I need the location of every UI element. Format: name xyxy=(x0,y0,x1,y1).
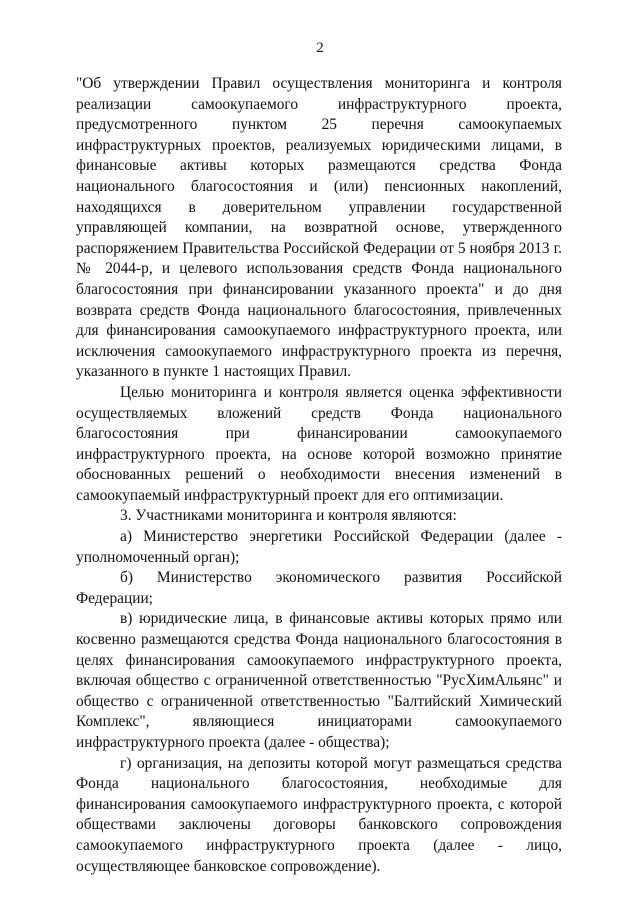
paragraph-purpose: Целью мониторинга и контроля является оценка эффективности осуществляемых вложений средств Фонда национального благосостояния при финансировании самоокупаемого инфраструктурного проекта, на основе которой возможно принятие обоснованных решений о необходимости внесения изменений в самоокупаемый инфраструктурный проект для его оптимизации. xyxy=(76,383,562,504)
paragraph-continuation: "Об утверждении Правил осуществления мониторинга и контроля реализации самоокупаемого инфраструктурного проекта, предусмотренного пунктом 25 перечня самоокупаемых инфраструктурных проектов, реализуемых юридическими лицами, в финансовые активы которых размещаются средства Фонда национального благосостояния и (или) пенсионных накоплений, находящихся в доверительном управлении государственной управляющей компании, на возвратной основе, утвержденного распоряжением Правительства Российской Федерации от 5 ноября 2013 г. № 2044-р, и целевого использования средств Фонда национального благосостояния при финансировании указанного проекта" и до дня возврата средств Фонда национального благосостояния, привлеченных для финансирования самоокупаемого инфраструктурного проекта, или исключения самоокупаемого инфраструктурного проекта из перечня, указанного в пункте 1 настоящих Правил. xyxy=(76,75,562,381)
paragraph-subitem-v: в) юридические лица, в финансовые активы которых прямо или косвенно размещаются средства Фонда национального благосостояния в целях финансирования самоокупаемого инфраструктурного проекта, включая общество с ограниченной ответственностью "РусХимАльянс" и общество с ограниченной ответственностью "Балтийский Химический Комплекс", являющиеся инициаторами самоокупаемого инфраструктурного проекта (далее - общества); xyxy=(76,610,562,751)
paragraph-subitem-b: б) Министерство экономического развития Российской Федерации; xyxy=(76,569,562,607)
paragraph-subitem-a: а) Министерство энергетики Российской Федерации (далее - уполномоченный орган); xyxy=(76,528,562,566)
page-number: 2 xyxy=(316,40,324,56)
paragraph-item-3: 3. Участниками мониторинга и контроля являются: xyxy=(120,507,457,525)
document-body xyxy=(76,74,562,877)
paragraph-subitem-g: г) организация, на депозиты которой могут размещаться средства Фонда национального благосостояния, необходимые для финансирования самоокупаемого инфраструктурного проекта, с которой обществами заключены договоры банковского сопровождения самоокупаемого инфраструктурного проекта (далее - лицо, осуществляющее банковское сопровождение). xyxy=(76,754,562,875)
